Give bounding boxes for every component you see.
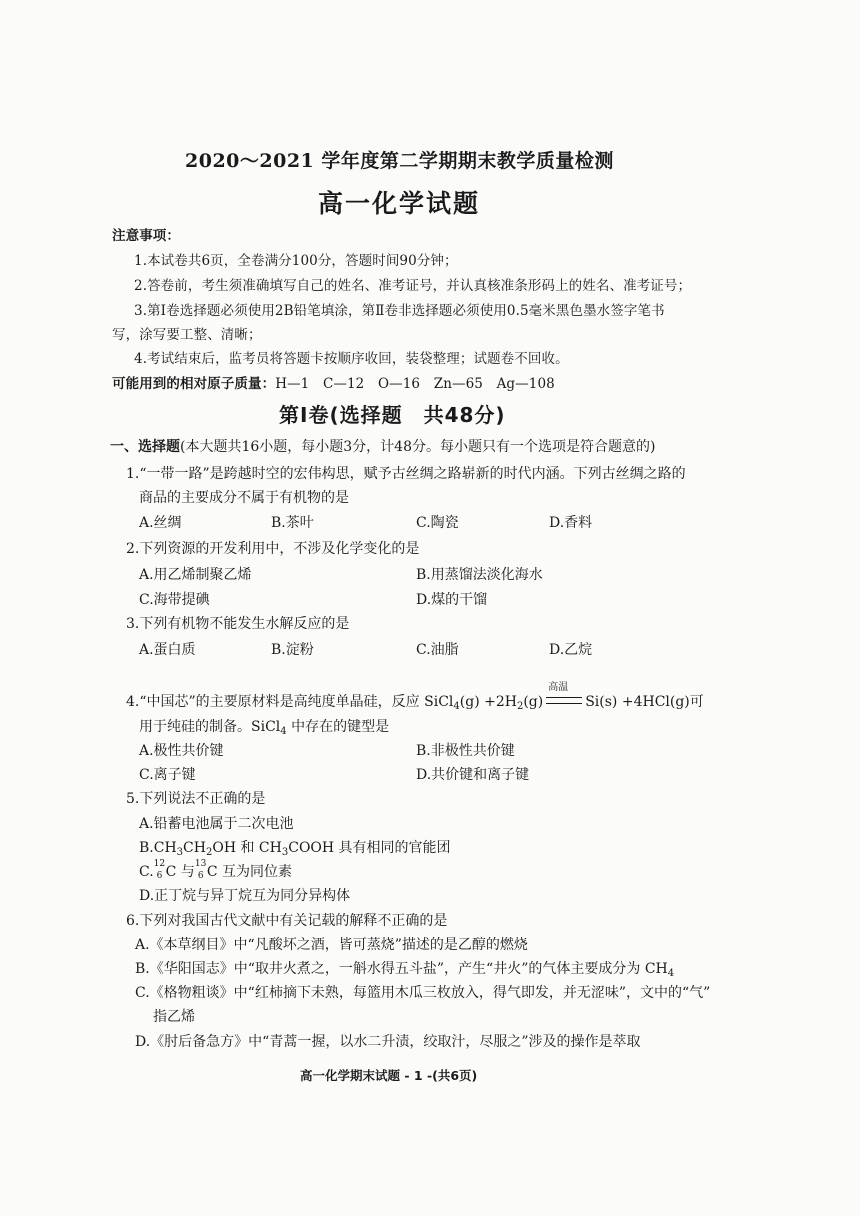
q4-option-b[interactable]: B.非极性共价键 xyxy=(416,743,515,759)
part-description: (本大题共16小题，每小题3分，计48分。每小题只有一个选项是符合题意的) xyxy=(180,439,656,455)
q5b-part-4: COOH 具有相同的官能团 xyxy=(288,840,451,856)
q5b-sub-2: 2 xyxy=(205,847,213,858)
q2-option-d[interactable]: D.煤的干馏 xyxy=(416,592,488,608)
q6-option-a[interactable]: A.《本草纲目》中“凡酸坏之酒，皆可蒸烧”描述的是乙醇的燃烧 xyxy=(135,937,528,953)
q1-option-c[interactable]: C.陶瓷 xyxy=(416,515,459,531)
atomic-mass-line xyxy=(112,372,555,392)
c13-nuclide-indices xyxy=(194,859,207,881)
note-item-3: 3.第Ⅰ卷选择题必须使用2B铅笔填涂，第Ⅱ卷非选择题必须使用0.5毫米黑色墨水签字笔书 xyxy=(134,303,665,319)
question-1-line-1: 1.“一带一路”是跨越时空的宏伟构思，赋予古丝绸之路崭新的时代内涵。下列古丝绸之路的 xyxy=(126,466,686,482)
atomic-mass-label: 可能用到的相对原子质量： xyxy=(112,376,276,392)
q5b-part-2: CH xyxy=(183,840,206,856)
c12-nuclide-indices xyxy=(153,859,166,881)
q6b-text: B.《华阳国志》中“取井火煮之，一斛水得五斗盐”，产生“井火”的气体主要成分为 CH xyxy=(135,961,668,977)
q1-option-a[interactable]: A.丝绸 xyxy=(139,515,182,531)
q5c-prefix: C. xyxy=(139,864,154,880)
q6-option-d[interactable]: D.《肘后备急方》中“青蒿一握，以水二升渍，绞取汁，尽服之”涉及的操作是萃取 xyxy=(135,1034,641,1050)
q4-option-c[interactable]: C.离子键 xyxy=(139,767,196,783)
page-footer: 高一化学期末试题 - 1 -(共6页) xyxy=(300,1068,478,1083)
page-title: 高一化学试题 xyxy=(318,189,481,218)
q1-option-b[interactable]: B.茶叶 xyxy=(271,515,314,531)
note-item-3-cont: 写，涂写要工整、清晰； xyxy=(112,327,262,343)
q3-option-b[interactable]: B.淀粉 xyxy=(271,642,314,658)
part-label: 一、选择题 xyxy=(110,439,180,455)
question-2-stem: 2.下列资源的开发利用中，不涉及化学变化的是 xyxy=(126,541,420,557)
q4-option-d[interactable]: D.共价键和离子键 xyxy=(416,767,530,783)
q3-option-d[interactable]: D.乙烷 xyxy=(549,642,593,658)
equals-bar xyxy=(546,697,582,704)
c12-mass-number: 12 xyxy=(153,859,166,869)
q3-option-c[interactable]: C.油脂 xyxy=(416,642,459,658)
q1-option-d[interactable]: D.香料 xyxy=(549,515,593,531)
notes-heading: 注意事项： xyxy=(112,228,180,244)
q2-option-c[interactable]: C.海带提碘 xyxy=(139,592,210,608)
question-6-stem: 6.下列对我国古代文献中有关记载的解释不正确的是 xyxy=(126,913,448,929)
question-4-line-1 xyxy=(126,682,704,712)
q5c-middle: C 与 xyxy=(165,864,195,880)
q5-option-b[interactable] xyxy=(139,837,451,858)
c12-atomic-number: 6 xyxy=(156,871,163,881)
section-title: 第Ⅰ卷(选择题 共48分) xyxy=(279,403,506,427)
question-3-stem: 3.下列有机物不能发生水解反应的是 xyxy=(126,616,350,632)
q5b-sub-3: 3 xyxy=(281,847,289,858)
q4-line2-subscript: 4 xyxy=(280,726,287,737)
note-item-2: 2.答卷前，考生须准确填写自己的姓名、准考证号，并认真核准条形码上的姓名、准考证号； xyxy=(134,278,692,294)
q4-text-g2: (g) xyxy=(523,694,544,710)
q4-sicl-subscript: 4 xyxy=(453,701,460,712)
reaction-condition-arrow xyxy=(543,682,585,710)
q5b-part-1: B.CH xyxy=(139,840,177,856)
c13-atomic-number: 6 xyxy=(197,871,204,881)
note-item-4: 4.考试结束后，监考员将答题卡按顺序收回，装袋整理；试题卷不回收。 xyxy=(134,351,569,367)
q2-option-a[interactable]: A.用乙烯制聚乙烯 xyxy=(139,567,252,583)
exam-period-line: 2020～2021 学年度第二学期期末教学质量检测 xyxy=(185,150,614,172)
q6b-subscript: 4 xyxy=(667,968,675,979)
q5c-suffix: C 互为同位素 xyxy=(206,864,293,880)
q4-line2-post: 中存在的键型是 xyxy=(286,719,390,735)
question-5-stem: 5.下列说法不正确的是 xyxy=(126,791,266,807)
q5b-sub-1: 3 xyxy=(176,847,184,858)
note-item-1: 1.本试卷共6页，全卷满分100分，答题时间90分钟； xyxy=(134,253,458,269)
q4-text-product: Si(s) +4HCl(g)可 xyxy=(585,694,704,710)
q5-option-c[interactable] xyxy=(139,861,292,881)
q2-option-b[interactable]: B.用蒸馏法淡化海水 xyxy=(416,567,543,583)
q4-text-pre: 4.“中国芯”的主要原材料是高纯度单晶硅，反应 SiCl xyxy=(126,694,454,710)
q5b-part-3: OH 和 CH xyxy=(212,840,282,856)
q4-h-subscript: 2 xyxy=(516,701,524,712)
q4-line2-pre: 用于纯硅的制备。SiCl xyxy=(139,719,281,735)
c13-mass-number: 13 xyxy=(194,859,207,869)
part-heading xyxy=(110,436,655,456)
q5-option-d[interactable]: D.正丁烷与异丁烷互为同分异构体 xyxy=(139,888,351,904)
q6-option-c-line-1[interactable]: C.《格物粗谈》中“红柿摘下未熟，每篮用木瓜三枚放入，得气即发，并无涩味”，文中的“气” xyxy=(135,985,711,1001)
q6-option-b[interactable] xyxy=(135,958,674,979)
reaction-condition-label: 高温 xyxy=(548,682,569,693)
q6-option-c-line-2: 指乙烯 xyxy=(153,1009,195,1025)
q3-option-a[interactable]: A.蛋白质 xyxy=(139,642,196,658)
q5-option-a[interactable]: A.铅蓄电池属于二次电池 xyxy=(139,816,294,832)
question-4-line-2 xyxy=(139,716,389,737)
q4-option-a[interactable]: A.极性共价键 xyxy=(139,743,224,759)
atomic-mass-values: H—1 C—12 O—16 Zn—65 Ag—108 xyxy=(275,376,555,392)
question-1-line-2: 商品的主要成分不属于有机物的是 xyxy=(139,490,349,506)
q4-text-g1: (g) +2H xyxy=(459,694,517,710)
